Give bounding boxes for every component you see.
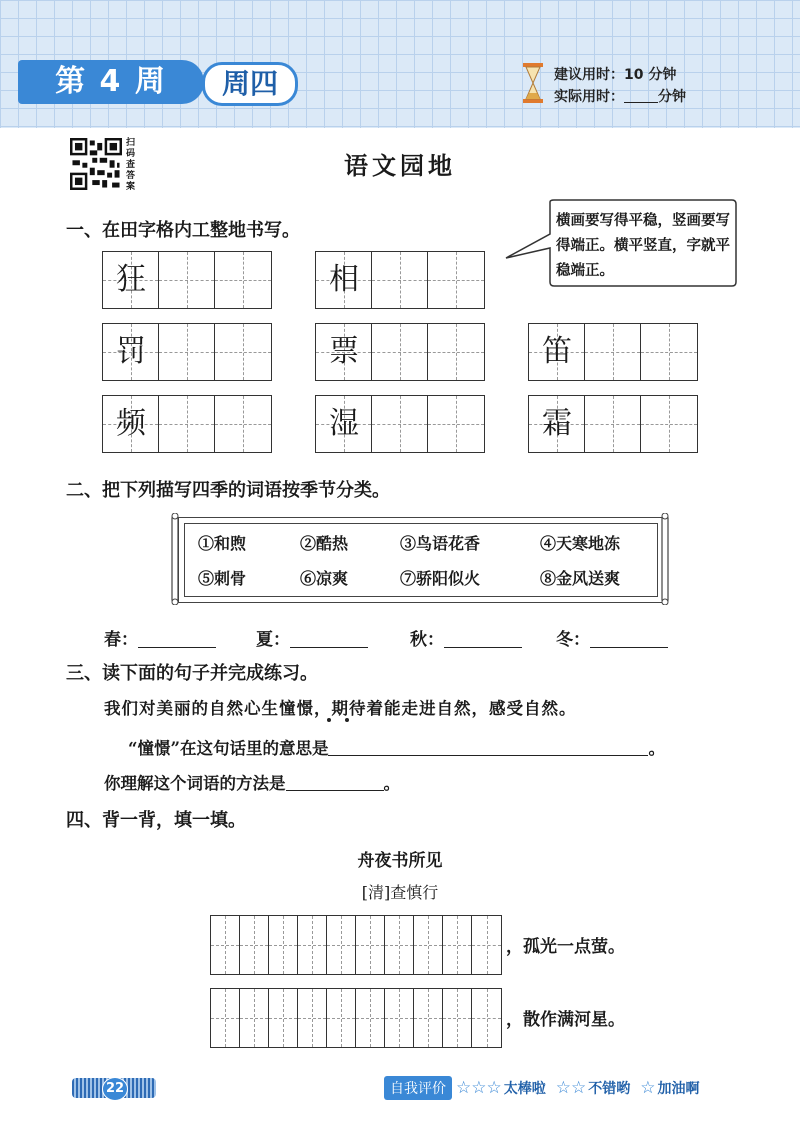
poem-line2-tail: ，散作满河星。 <box>506 1010 625 1030</box>
section2-title: 二、把下列描写四季的词语按季节分类。 <box>66 480 390 501</box>
star-icon[interactable]: ☆ <box>486 1078 502 1098</box>
tianzige-row <box>315 323 485 381</box>
rating-great: 太棒啦 <box>503 1081 546 1097</box>
section3-title: 三、读下面的句子并完成练习。 <box>66 663 318 684</box>
poem-cell[interactable] <box>211 989 240 1047</box>
tianzige-row <box>102 395 272 453</box>
practice-char: 湿 <box>329 406 359 441</box>
emphasis-dot <box>345 718 349 722</box>
tianzige-row <box>315 395 485 453</box>
scroll-rod-right <box>660 513 670 605</box>
poem-title: 舟夜书所见 <box>357 851 443 871</box>
poem-cell[interactable] <box>472 989 501 1047</box>
write-cell[interactable] <box>585 324 641 380</box>
page-number: 22 <box>102 1077 128 1101</box>
tianzige-row <box>528 395 698 453</box>
write-cell[interactable] <box>428 396 484 452</box>
eval-label: 自我评价 <box>384 1076 452 1100</box>
question-method: 你理解这个词语的方法是 。 <box>104 774 400 793</box>
rating-keep-going: 加油啊 <box>657 1081 700 1097</box>
word-scroll <box>170 513 670 605</box>
word-item: ⑤刺骨 <box>198 569 247 588</box>
autumn-blank[interactable] <box>444 629 522 648</box>
write-cell[interactable] <box>428 252 484 308</box>
write-cell[interactable] <box>159 252 215 308</box>
section1-title: 一、在田字格内工整地书写。 <box>66 220 300 241</box>
write-cell[interactable] <box>215 396 271 452</box>
poem-cell[interactable] <box>269 916 298 974</box>
poem-cell[interactable] <box>298 916 327 974</box>
day-label: 周四 <box>202 62 298 106</box>
write-cell[interactable] <box>372 324 428 380</box>
poem-cell[interactable] <box>356 989 385 1047</box>
rating-good: 不错哟 <box>588 1081 631 1097</box>
write-cell[interactable] <box>215 252 271 308</box>
practice-char: 票 <box>329 334 359 369</box>
meaning-blank[interactable] <box>328 737 648 756</box>
reading-sentence: 我们对美丽的自然心生憧憬，期待着能走进自然，感受自然。 <box>104 699 577 718</box>
word-item: ⑦骄阳似火 <box>400 569 481 588</box>
qr-label: 扫码查答案 <box>126 138 136 192</box>
poem-cell[interactable] <box>269 989 298 1047</box>
week-label: 第 4 周 <box>18 60 204 104</box>
suggested-time: 建议用时：10 分钟 <box>554 67 677 83</box>
header-banner <box>0 0 800 128</box>
star-icon[interactable]: ☆ <box>471 1078 487 1098</box>
method-blank[interactable] <box>286 772 384 791</box>
tianzige-row <box>102 251 272 309</box>
poem-cell[interactable] <box>356 916 385 974</box>
poem-cell[interactable] <box>443 916 472 974</box>
poem-grid-line1 <box>210 915 502 975</box>
practice-char: 频 <box>116 406 146 441</box>
poem-grid-line2 <box>210 988 502 1048</box>
practice-char: 狂 <box>116 262 146 297</box>
write-cell[interactable] <box>215 324 271 380</box>
season-summer: 夏： <box>256 625 368 650</box>
winter-blank[interactable] <box>590 629 668 648</box>
practice-char: 罚 <box>116 334 146 369</box>
poem-cell[interactable] <box>443 989 472 1047</box>
poem-cell[interactable] <box>298 989 327 1047</box>
write-cell[interactable] <box>585 396 641 452</box>
star-icon[interactable]: ☆ <box>456 1078 472 1098</box>
self-evaluation <box>384 1076 710 1100</box>
word-item: ⑥凉爽 <box>300 569 349 588</box>
star-icon[interactable]: ☆ <box>640 1078 656 1098</box>
word-item: ①和煦 <box>198 534 247 553</box>
poem-cell[interactable] <box>240 989 269 1047</box>
write-cell[interactable] <box>428 324 484 380</box>
practice-char: 笛 <box>542 334 572 369</box>
summer-blank[interactable] <box>290 629 368 648</box>
poem-cell[interactable] <box>414 989 443 1047</box>
write-cell[interactable] <box>372 252 428 308</box>
season-winter: 冬： <box>556 625 668 650</box>
poem-cell[interactable] <box>414 916 443 974</box>
word-item: ⑧金风送爽 <box>540 569 621 588</box>
poem-cell[interactable] <box>385 989 414 1047</box>
poem-cell[interactable] <box>327 989 356 1047</box>
write-cell[interactable] <box>641 324 697 380</box>
write-cell[interactable] <box>159 396 215 452</box>
poem-author: [清]查慎行 <box>361 883 439 902</box>
write-cell[interactable] <box>159 324 215 380</box>
star-icon[interactable]: ☆ <box>571 1078 587 1098</box>
actual-time: 实际用时： 分钟 <box>554 89 686 105</box>
write-cell[interactable] <box>372 396 428 452</box>
question-meaning: “憧憬”在这句话里的意思是 。 <box>128 739 665 758</box>
hourglass-icon <box>522 62 544 104</box>
write-cell[interactable] <box>641 396 697 452</box>
poem-cell[interactable] <box>327 916 356 974</box>
poem-cell[interactable] <box>472 916 501 974</box>
star-icon[interactable]: ☆ <box>555 1078 571 1098</box>
page-title: 语文园地 <box>344 151 456 180</box>
season-spring: 春： <box>104 625 216 650</box>
poem-line1-tail: ，孤光一点萤。 <box>506 937 625 957</box>
tip-text: 横画要写得平稳，竖画要写得端正。横平竖直，字就平稳端正。 <box>556 212 730 279</box>
spring-blank[interactable] <box>138 629 216 648</box>
poem-cell[interactable] <box>211 916 240 974</box>
time-box <box>522 60 694 108</box>
tianzige-row <box>315 251 485 309</box>
poem-cell[interactable] <box>240 916 269 974</box>
emphasis-dot <box>327 718 331 722</box>
poem-cell[interactable] <box>385 916 414 974</box>
practice-char: 霜 <box>542 406 572 441</box>
season-autumn: 秋： <box>410 625 522 650</box>
practice-char: 相 <box>329 262 359 297</box>
tianzige-row <box>528 323 698 381</box>
word-item: ②酷热 <box>300 534 349 553</box>
word-item: ④天寒地冻 <box>540 534 621 553</box>
section4-title: 四、背一背，填一填。 <box>66 810 246 831</box>
word-item: ③鸟语花香 <box>400 534 481 553</box>
tianzige-row <box>102 323 272 381</box>
